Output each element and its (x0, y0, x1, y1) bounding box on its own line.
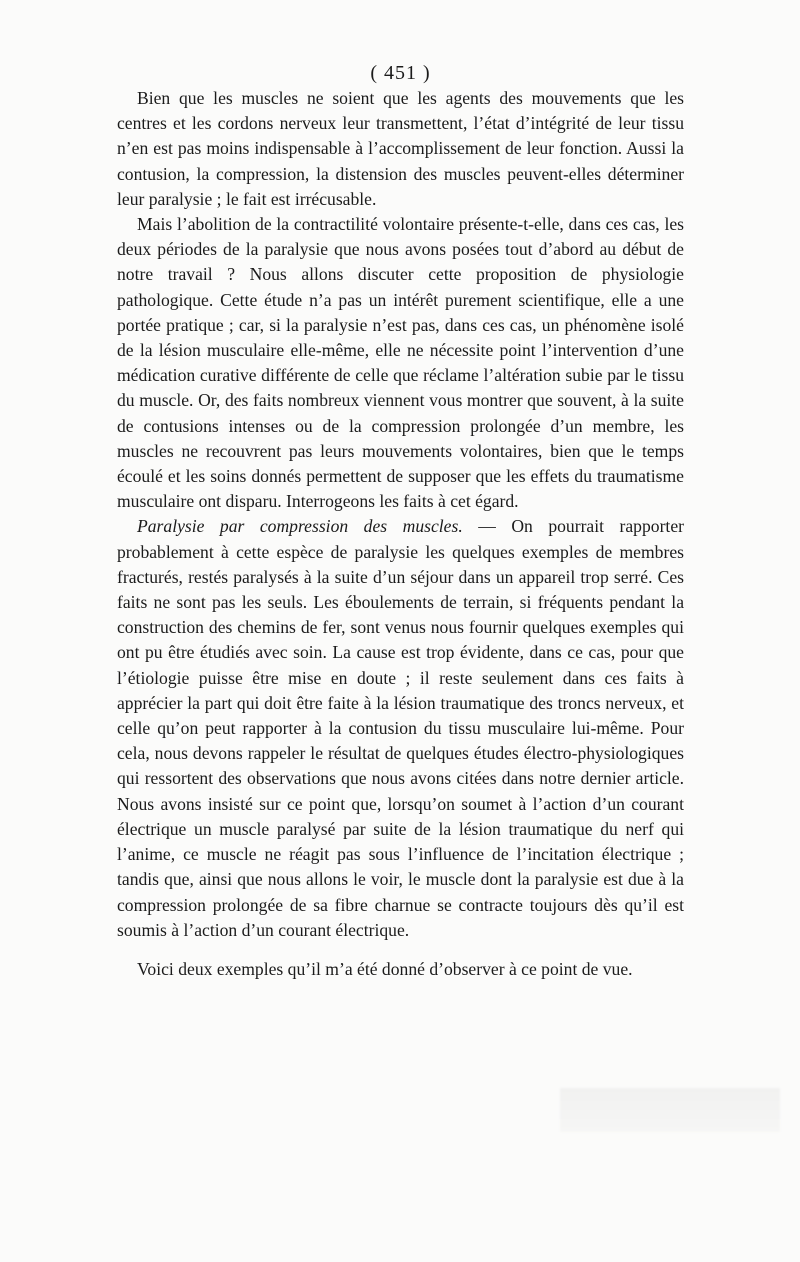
paragraph-muscle-integrity: Bien que les muscles ne soient que les agents des mouvements que les centres et les cordons nerveux leur transmettent, l’état d’intégrité de leur tissu n’en est pas moins indispensable à l’accomplissement de leur fonction. Aussi la contusion, la compression, la distension des muscles peuvent-elles déterminer leur paralysie ; le fait est irrécusable. (117, 88, 684, 209)
paragraph-compression-body: — On pourrait rapporter probablement à cette espèce de paralysie les quelques exemples de membres fracturés, restés paralysés à la suite d’un séjour dans un appareil trop serré. Ces faits ne sont pas les seuls. Les éboulements de terrain, si fréquents pendant la construction des chemins de fer, sont venus nous fournir quelques exemples qui ont pu être étudiés avec soin. La cause est trop évidente, dans ce cas, pour que l’étiologie puisse être mise en doute ; il reste seulement dans ces faits à apprécier la part qui doit être faite à la lésion traumatique des troncs nerveux, et celle qu’on peut rapporter à la contusion du tissu musculaire lui-même. Pour cela, nous devons rappeler le résultat de quelques études électro-physiologiques qui ressortent des observations que nous avons citées dans notre dernier article. Nous avons insisté sur ce point que, lorsqu’on soumet à l’action d’un courant électrique un muscle paralysé par suite de la lésion traumatique du nerf qui l’anime, ce muscle ne réagit pas sous l’influence de l’incitation électrique ; tandis que, ainsi que nous allons le voir, le muscle dont la paralysie est due à la compression prolongée de sa fibre charnue se contracte toujours dès qu’il est soumis à l’action d’un courant électrique. (117, 516, 684, 940)
body-text (117, 86, 684, 982)
paragraph-abolition: Mais l’abolition de la contractilité volontaire présente-t-elle, dans ces cas, les deux périodes de la paralysie que nous avons posées tout d’abord au début de notre travail ? Nous allons discuter cette proposition de physiologie pathologique. Cette étude n’a pas un intérêt purement scientifique, elle a une portée pratique ; car, si la paralysie n’est pas, dans ces cas, un phénomène isolé de la lésion musculaire elle-même, elle ne nécessite point l’intervention d’une médication curative différente de celle que réclame l’altération subie par le tissu du muscle. Or, des faits nombreux viennent vous montrer que souvent, à la suite de contusions intenses ou de la compression prolongée d’un membre, les muscles ne recouvrent pas leurs mouvements volontaires, bien que le temps écoulé et les soins donnés permettent de supposer que les effets du traumatisme musculaire ont disparu. Interrogeons les faits à cet égard. (117, 214, 684, 512)
paragraph-compression-paralysis (117, 514, 684, 942)
show-through-bleed (560, 1088, 780, 1132)
paragraph-examples-intro: Voici deux exemples qu’il m’a été donné d’observer à ce point de vue. (137, 958, 633, 979)
section-heading-compression: Paralysie par compression des muscles. (137, 516, 463, 537)
page-number: ( 451 ) (370, 62, 431, 84)
